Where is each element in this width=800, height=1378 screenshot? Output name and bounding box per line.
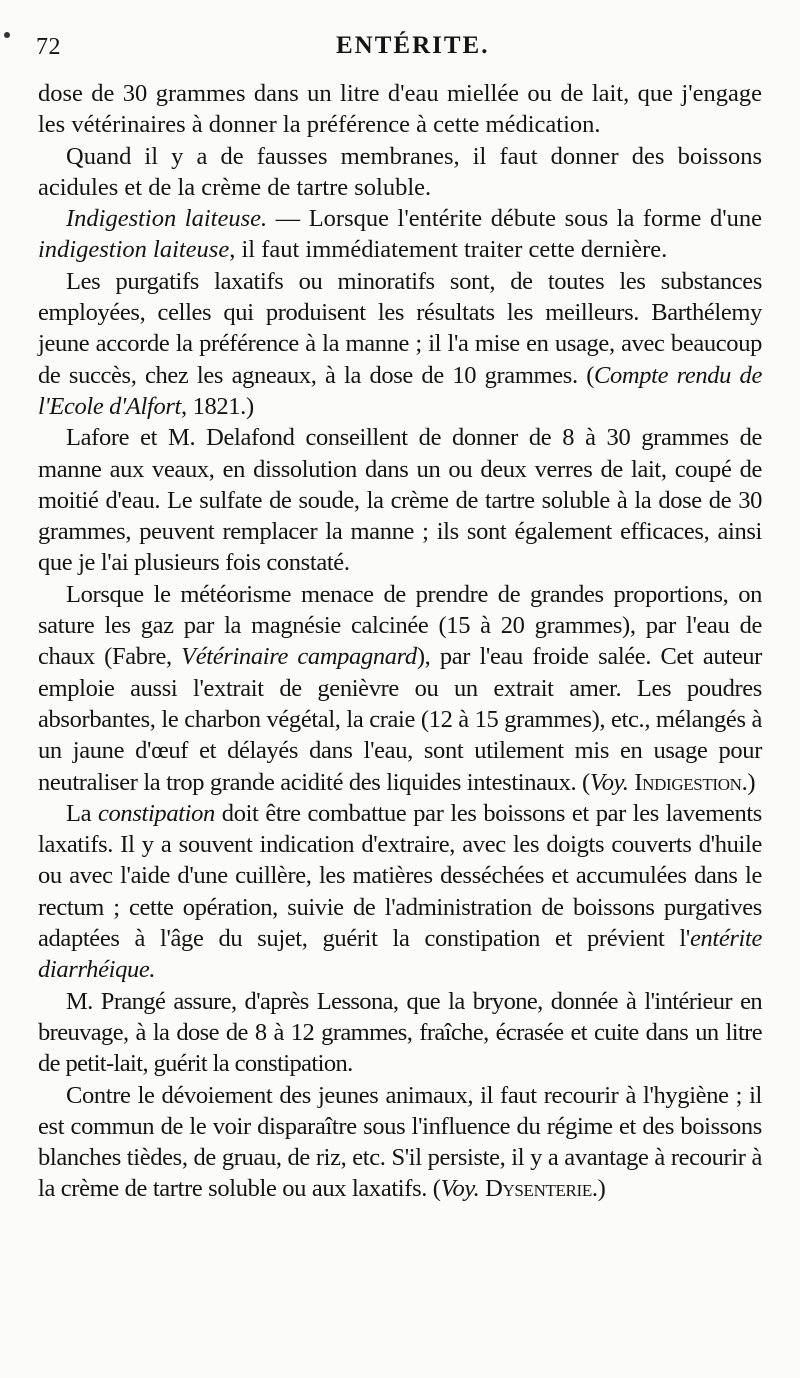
text-segment: Lafore et M. Delafond conseillent de donner de 8 à 30 grammes de manne aux veaux, en dissolution dans un ou deux verres de lait, coupé de moitié d'eau. Le sulfate de soude, la crème de tartre soluble à la dose de 30 grammes, peuvent remplacer la manne ; ils sont également efficaces, ainsi que je l'ai plusieurs fois constaté. <box>38 424 762 577</box>
text-segment: dose de 30 grammes dans un litre d'eau miellée ou de lait, que j'engage les vétérinaires à donner la préférence à cette médication. <box>38 80 762 139</box>
cross-reference-voy: Voy. <box>440 1175 480 1203</box>
paragraph-lafore-delafond <box>38 422 762 578</box>
text-segment: ) <box>747 768 756 796</box>
paragraph-prange-bryone <box>38 986 762 1080</box>
paragraph-constipation <box>38 798 762 986</box>
text-segment: , 1821.) <box>181 392 254 420</box>
text-segment: Quand il y a de fausses membranes, il faut donner des boissons acidules et de la crème de tartre soluble. <box>38 142 762 201</box>
running-head: ENTÉRITE. <box>336 32 490 59</box>
text-segment: doit être combattue par les boissons et par les lavements laxatifs. Il y a souvent indication d'extraire, avec les doigts couverts d'huile ou avec l'aide d'une cuillère, les matières desséchées et accumulées dans le rectum ; cette opération, suivie de l'administration de boissons purgatives adaptées à l'âge du sujet, guérit la constipation et prévient l' <box>38 799 762 953</box>
italic-term: indigestion laiteuse <box>38 236 230 264</box>
paragraph-continuation <box>38 78 762 141</box>
text-segment: ), par l'eau froide salée. Cet auteur emploie aussi l'extrait de genièvre ou un extrait amer. Les poudres absorbantes, le charbon végétal, la craie (12 à 15 grammes), etc., mélangés à un jaune d'œuf et délayés dans l'eau, sont utilement mis en usage pour neutraliser la trop grande acidité des liquides intestinaux. ( <box>38 643 762 796</box>
cross-reference-target: Indigestion. <box>634 768 748 796</box>
text-segment: Contre le dévoiement des jeunes animaux, il faut recourir à l'hygiène ; il est commun de le voir disparaître sous l'influence du régime et des boissons blanches tièdes, de gruau, de riz, etc. S'il persiste, il y a avantage à recourir à la crème de tartre soluble ou aux laxatifs. ( <box>38 1081 762 1203</box>
page-header <box>36 26 764 66</box>
text-segment: Les purgatifs laxatifs ou minoratifs sont, de toutes les substances employées, celles qui produisent les résultats les meilleurs. Barthélemy jeune accorde la préférence à la manne ; il l'a mise en usage, avec beaucoup de succès, chez les agneaux, à la dose de 10 grammes. ( <box>38 267 762 389</box>
paragraph-purgatifs <box>38 266 762 422</box>
paragraph-fausses-membranes <box>38 141 762 204</box>
text-segment: La <box>66 799 98 827</box>
paragraph-meteorisme <box>38 579 762 798</box>
paragraph-indigestion-laiteuse <box>38 203 762 266</box>
italic-term: entérite diarrhéique. <box>38 925 762 984</box>
italic-term: constipation <box>98 799 215 827</box>
paragraph-devoiement <box>38 1080 762 1205</box>
body-text <box>38 78 762 1205</box>
cross-reference-voy: Voy. <box>589 768 629 796</box>
text-segment: Lorsque le météorisme menace de prendre de grandes proportions, on sature les gaz par la magnésie calcinée (15 à 20 grammes), par l'eau de chaux (Fabre, <box>38 580 762 671</box>
cross-reference-target: Dysenterie. <box>485 1175 598 1203</box>
text-segment: ) <box>597 1175 606 1203</box>
section-heading-italic: Indigestion laiteuse. <box>66 205 268 233</box>
text-segment: M. Prangé assure, d'après Lessona, que la bryone, donnée à l'intérieur en breuvage, à la dose de 8 à 12 grammes, fraîche, écrasée et cuite dans un litre de petit-lait, guérit la constipation. <box>38 987 762 1078</box>
margin-mark <box>4 32 10 38</box>
text-segment: — Lorsque l'entérite débute sous la forme d'une <box>267 205 762 233</box>
page-number: 72 <box>36 34 61 60</box>
citation-title: Vétérinaire campagnard <box>181 643 417 671</box>
text-segment: , il faut immédiatement traiter cette dernière. <box>229 236 668 264</box>
citation-title: Compte rendu de l'Ecole d'Alfort <box>38 361 762 420</box>
